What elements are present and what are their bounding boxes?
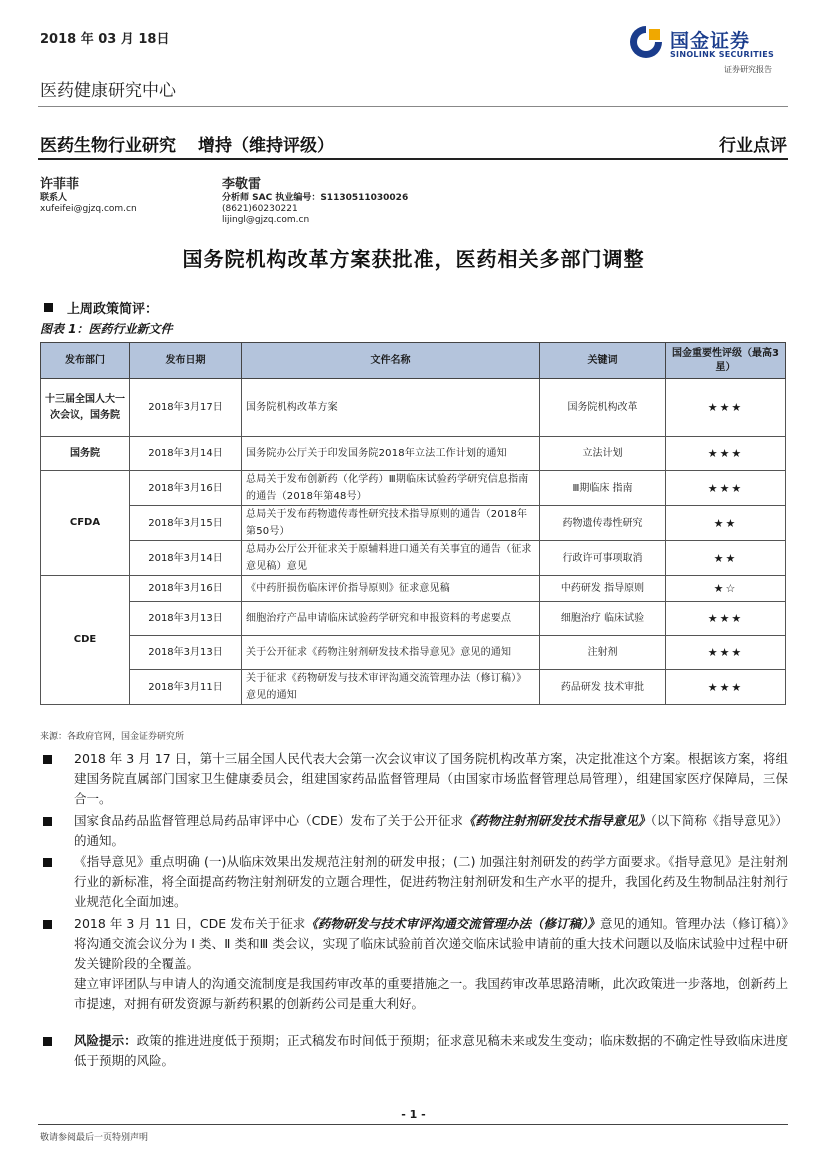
analyst-2 — [222, 176, 408, 226]
cell-org: CFDA — [41, 471, 130, 576]
cell-doc: 国务院办公厅关于印发国务院2018年立法工作计划的通知 — [242, 437, 540, 471]
table-row — [41, 541, 786, 576]
analyst-1 — [40, 176, 137, 215]
cell-keyword: Ⅲ期临床 指南 — [540, 471, 666, 506]
cell-date: 2018年3月13日 — [130, 636, 242, 670]
logo-subtitle: 证券研究报告 — [724, 65, 772, 74]
report-date: 2018 年 03 月 18日 — [40, 32, 170, 47]
cell-keyword: 药物遗传毒性研究 — [540, 506, 666, 541]
cell-doc: 总局关于发布创新药（化学药）Ⅲ期临床试验药学研究信息指南的通告（2018年第48号） — [242, 471, 540, 506]
table-row — [41, 437, 786, 471]
logo-chinese-name: 国金证券 — [670, 30, 751, 52]
industry-name: 医药生物行业研究 — [40, 136, 176, 156]
page-number: - 1 - — [401, 1108, 426, 1121]
cell-doc: 《中药肝损伤临床评价指导原则》征求意见稿 — [242, 576, 540, 602]
cell-doc: 国务院机构改革方案 — [242, 379, 540, 437]
cell-date: 2018年3月14日 — [130, 437, 242, 471]
table-header-row — [41, 343, 786, 379]
paragraph-text: 《指导意见》重点明确 (一)从临床效果出发规范注射剂的研发申报；(二) 加强注射剂研发的药学方面要求。《指导意见》是注射剂行业的新标准，将全面提高药物注射剂研发的立题合理性，促进药物注射剂研发和生产水平的提升，我国化药及生物制品注射剂行业规范化全面加速。 — [74, 854, 788, 909]
sinolink-logo — [628, 22, 788, 78]
cell-keyword: 行政许可事项取消 — [540, 541, 666, 576]
policy-table — [40, 342, 786, 705]
cell-doc: 关于征求《药物研发与技术审评沟通交流管理办法（修订稿）》意见的通知 — [242, 670, 540, 705]
rating: 增持（维持评级） — [198, 136, 334, 156]
cell-date: 2018年3月11日 — [130, 670, 242, 705]
header-date: 发布日期 — [130, 343, 242, 379]
analyst-email: xufeifei@gjzq.com.cn — [40, 204, 137, 214]
paragraph-2 — [40, 811, 788, 851]
cell-date: 2018年3月13日 — [130, 602, 242, 636]
cell-doc: 总局关于发布药物遗传毒性研究技术指导原则的通告（2018年第50号） — [242, 506, 540, 541]
cell-keyword: 立法计划 — [540, 437, 666, 471]
cell-date: 2018年3月16日 — [130, 471, 242, 506]
report-title — [40, 131, 356, 156]
bullet-square-icon — [43, 858, 52, 867]
cell-keyword: 注射剂 — [540, 636, 666, 670]
footer-disclaimer: 敬请参阅最后一页特别声明 — [40, 1133, 149, 1143]
cell-keyword: 国务院机构改革 — [540, 379, 666, 437]
risk-warning — [40, 1031, 788, 1071]
logo-english-name: SINOLINK SECURITIES — [670, 50, 775, 59]
header-org: 发布部门 — [41, 343, 130, 379]
table-row — [41, 471, 786, 506]
cell-date: 2018年3月15日 — [130, 506, 242, 541]
sinolink-logo-icon — [628, 24, 664, 60]
paragraph-1 — [40, 749, 788, 809]
analyst-role: 联系人 — [40, 193, 68, 203]
paragraph-4 — [40, 914, 788, 974]
headline: 国务院机构改革方案获批准，医药相关多部门调整 — [182, 247, 645, 271]
paragraph-3 — [40, 852, 788, 912]
cell-org: 国务院 — [41, 437, 130, 471]
cell-rating: ★★★ — [666, 636, 786, 670]
cell-date: 2018年3月16日 — [130, 576, 242, 602]
cell-rating: ★★★ — [666, 670, 786, 705]
analyst-name: 李敬雷 — [222, 177, 262, 192]
paragraph-text: 建立审评团队与申请人的沟通交流制度是我国药审改革的重要措施之一。我国药审改革思路清晰，此次政策进一步落地，创新药上市提速，对拥有研发资源与新药积累的创新药公司是重大利好。 — [74, 976, 788, 1011]
cell-rating: ★★★ — [666, 437, 786, 471]
bullet-square-icon — [43, 920, 52, 929]
paragraph-5 — [40, 974, 788, 1014]
header-keyword: 关键词 — [540, 343, 666, 379]
title-divider — [38, 158, 788, 160]
analyst-cert: 分析师 SAC 执业编号：S1130511030026 — [222, 193, 409, 203]
cell-rating: ★★★ — [666, 602, 786, 636]
cell-keyword: 药品研发 技术审批 — [540, 670, 666, 705]
table-row — [41, 670, 786, 705]
bullet-square-icon — [43, 1037, 52, 1046]
cell-rating: ★★ — [666, 541, 786, 576]
header-rating: 国金重要性评级（最高3星） — [666, 343, 786, 379]
bullet-square-icon — [44, 303, 53, 312]
footer-divider — [38, 1124, 788, 1125]
paragraph-text: 2018 年 3 月 17 日，第十三届全国人民代表大会第一次会议审议了国务院机构改革方案，决定批准这个方案。根据该方案，将组建国务院直属部门国家卫生健康委员会，组建国家药品监督管理局（由国家市场监督管理总局管理），组建国家医疗保障局，三保合一。 — [74, 751, 788, 806]
table-row — [41, 506, 786, 541]
paragraph-text: 国家食品药品监督管理总局药品审评中心（CDE）发布了关于公开征求《药物注射剂研发技术指导意见》（以下简称《指导意见》）的通知。 — [74, 813, 788, 848]
table-row — [41, 602, 786, 636]
table-row — [41, 636, 786, 670]
report-type: 行业点评 — [719, 136, 787, 156]
figure-title: 图表 1：医药行业新文件 — [40, 322, 173, 336]
analyst-phone: (8621)60230221 — [222, 204, 298, 214]
cell-org: 十三届全国人大一次会议，国务院 — [41, 379, 130, 437]
analyst-email: lijingl@gjzq.com.cn — [222, 215, 310, 225]
cell-rating: ★☆ — [666, 576, 786, 602]
table-row — [41, 379, 786, 437]
cell-rating: ★★★ — [666, 471, 786, 506]
header-divider — [38, 106, 788, 107]
table-source: 来源：各政府官网，国金证券研究所 — [40, 732, 185, 742]
cell-rating: ★★★ — [666, 379, 786, 437]
analyst-name: 许菲菲 — [40, 177, 80, 192]
research-center: 医药健康研究中心 — [40, 81, 176, 101]
bullet-square-icon — [43, 817, 52, 826]
cell-doc: 关于公开征求《药物注射剂研发技术指导意见》意见的通知 — [242, 636, 540, 670]
section-title: 上周政策简评： — [44, 298, 158, 317]
cell-keyword: 中药研发 指导原则 — [540, 576, 666, 602]
cell-doc: 细胞治疗产品申请临床试验药学研究和申报资料的考虑要点 — [242, 602, 540, 636]
header-doc: 文件名称 — [242, 343, 540, 379]
table-row — [41, 576, 786, 602]
cell-org: CDE — [41, 576, 130, 705]
cell-rating: ★★ — [666, 506, 786, 541]
cell-date: 2018年3月17日 — [130, 379, 242, 437]
bullet-square-icon — [43, 755, 52, 764]
paragraph-text: 2018 年 3 月 11 日，CDE 发布关于征求《药物研发与技术审评沟通交流管理办法（修订稿）》意见的通知。管理办法（修订稿）》将沟通交流会议分为 Ⅰ 类、Ⅱ 类和Ⅲ 类会议，实现了临床试验前首次递交临床试验申请前的重大技术问题以及临床试验中过程中研发关键阶段的全覆盖。 — [74, 916, 788, 971]
cell-doc: 总局办公厅公开征求关于原辅料进口通关有关事宜的通告（征求意见稿）意见 — [242, 541, 540, 576]
paragraph-text: 风险提示：政策的推进进度低于预期；正式稿发布时间低于预期；征求意见稿未来或发生变动；临床数据的不确定性导致临床进度低于预期的风险。 — [74, 1033, 788, 1068]
cell-keyword: 细胞治疗 临床试验 — [540, 602, 666, 636]
cell-date: 2018年3月14日 — [130, 541, 242, 576]
